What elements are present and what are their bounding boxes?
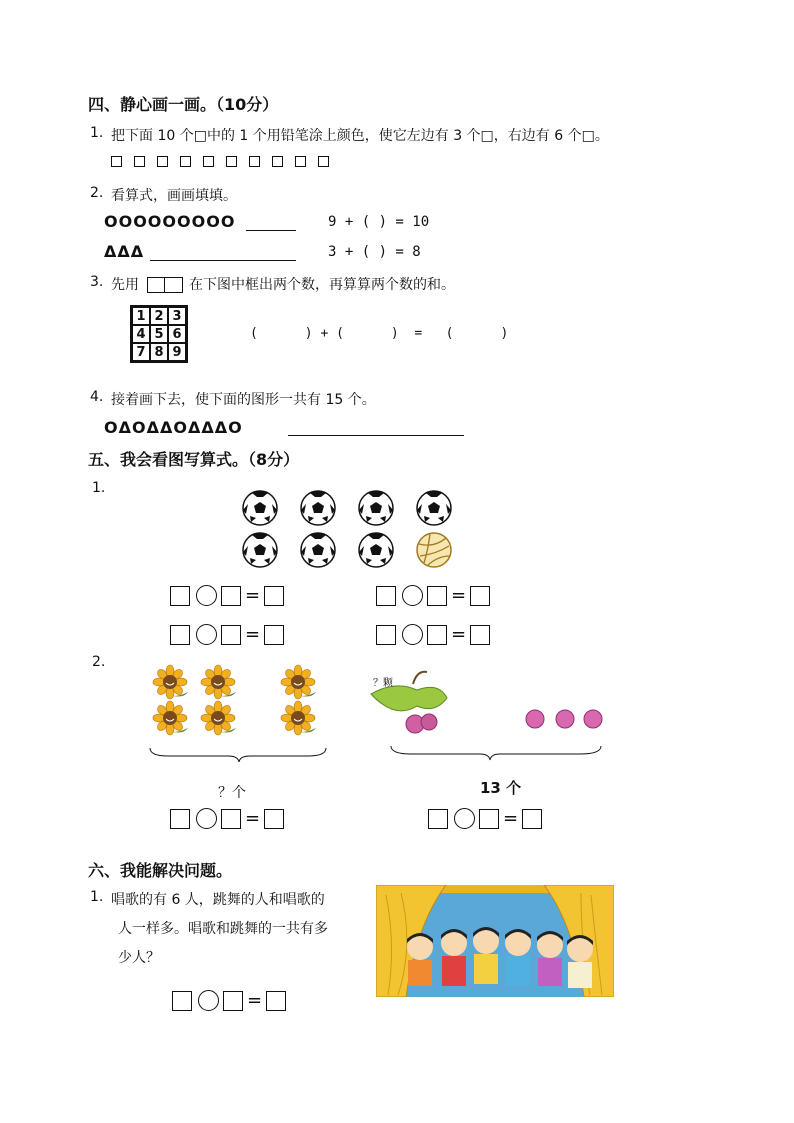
answer-line[interactable] [288,435,464,436]
q3-text-before: 先用 [111,277,139,293]
answer-line[interactable] [150,260,296,261]
box[interactable] [318,156,329,167]
equals-sign: = [247,989,263,1011]
soccer-ball-icon [359,533,393,567]
answer-box[interactable] [376,586,396,606]
answer-box[interactable] [172,991,192,1011]
right-count-label: 13 个 [480,779,522,797]
s6-q1-line3: 少人？ [118,950,160,966]
soccer-ball-icon [301,491,335,525]
answer-box[interactable] [470,625,490,645]
sunflower-icon [201,701,236,735]
sunflower-icon [153,665,188,699]
operator-circle[interactable] [196,808,217,829]
equation-template [428,808,542,829]
grid-cell[interactable]: 1 [132,307,150,325]
answer-box[interactable] [221,625,241,645]
equation-template [376,624,490,645]
grid-cell[interactable]: 8 [150,343,168,361]
operator-circle[interactable] [196,585,217,606]
s6-q1-line2: 人一样多。唱歌和跳舞的一共有多 [118,921,328,937]
answer-box[interactable] [427,625,447,645]
answer-box[interactable] [428,809,448,829]
grape-icon [584,710,602,728]
equation-template [172,990,286,1011]
operator-circle[interactable] [402,624,423,645]
balls-picture [235,486,465,572]
equation-template [376,585,490,606]
left-count-label: ？个 [218,785,246,801]
box[interactable] [272,156,283,167]
brace-icon [391,746,601,760]
operator-circle[interactable] [454,808,475,829]
soccer-ball-icon [359,491,393,525]
soccer-ball-icon [417,491,451,525]
q3-text-after: 在下图中框出两个数，再算算两个数的和。 [189,277,455,293]
box[interactable] [180,156,191,167]
equals-sign: = [451,584,467,606]
q1-number: 1. [90,125,104,141]
section-5-title: 五、我会看图写算式。（8分） [88,450,300,469]
q2-text: 看算式，画画填填。 [111,188,237,204]
sunflower-icon [281,665,316,699]
s5-q2-number: 2. [92,654,106,670]
box[interactable] [111,156,122,167]
q4-number: 4. [90,389,104,405]
grapes-picture [365,662,605,762]
answer-box[interactable] [522,809,542,829]
soccer-ball-icon [301,533,335,567]
answer-box[interactable] [264,625,284,645]
sunflower-icon [153,701,188,735]
grid-cell[interactable]: 9 [168,343,186,361]
box[interactable] [295,156,306,167]
answer-box[interactable] [170,625,190,645]
soccer-ball-icon [243,491,277,525]
child-icon [505,929,531,986]
soccer-ball-icon [243,533,277,567]
answer-box[interactable] [470,586,490,606]
answer-box[interactable] [223,991,243,1011]
operator-circle[interactable] [198,990,219,1011]
answer-box[interactable] [427,586,447,606]
grape-icon [556,710,574,728]
ten-boxes-row [111,156,329,167]
answer-box[interactable] [221,809,241,829]
box[interactable] [157,156,168,167]
triangles-row: ΔΔΔ [104,242,145,261]
operator-circle[interactable] [196,624,217,645]
equals-sign: = [503,807,519,829]
equation-template [170,808,284,829]
volleyball-icon [417,533,451,567]
grid-cell[interactable]: 4 [132,325,150,343]
answer-box[interactable] [264,586,284,606]
grid-cell[interactable]: 2 [150,307,168,325]
brace-icon [150,748,326,762]
answer-box[interactable] [266,991,286,1011]
q4-text: 接着画下去，使下面的图形一共有 15 个。 [111,392,376,408]
equation-template [170,624,284,645]
s6-q1-line1: 唱歌的有 6 人，跳舞的人和唱歌的 [111,892,325,908]
equals-sign: = [451,623,467,645]
equals-sign: = [245,807,261,829]
box[interactable] [134,156,145,167]
equals-sign: = [245,584,261,606]
child-icon [473,927,499,984]
grid-cell[interactable]: 6 [168,325,186,343]
sunflower-icon [281,701,316,735]
loose-grapes [526,710,602,728]
sunflowers-picture [148,662,330,762]
singing-children-picture [376,885,614,997]
grid-cell[interactable]: 5 [150,325,168,343]
sunflower-icon [201,665,236,699]
s5-q1-number: 1. [92,480,106,496]
grape-question-label: ？颗 [373,678,393,689]
child-icon [441,929,467,986]
pattern-row: OΔOΔΔOΔΔΔO [104,418,243,437]
answer-box[interactable] [479,809,499,829]
box[interactable] [203,156,214,167]
section-6-title: 六、我能解决问题。 [88,861,233,880]
grid-cell[interactable]: 7 [132,343,150,361]
sum-equation: ( ) + ( ) = ( ) [250,326,509,341]
circles-row: OOOOOOOOO [104,212,236,231]
equals-sign: = [245,623,261,645]
answer-box[interactable] [170,586,190,606]
section-4-title: 四、静心画一画。（10分） [88,95,279,114]
answer-line[interactable] [246,230,296,231]
equation-template [170,585,284,606]
equation-9: 9 + ( ) = 10 [328,214,430,230]
answer-box[interactable] [170,809,190,829]
q3-number: 3. [90,274,104,290]
two-cell-frame-icon [147,274,183,293]
q1-text: 把下面 10 个□中的 1 个用铅笔涂上颜色，使它左边有 3 个□，右边有 6 个□。 [111,128,609,144]
operator-circle[interactable] [402,585,423,606]
child-icon [537,931,563,986]
answer-box[interactable] [264,809,284,829]
grape-icon [526,710,544,728]
box[interactable] [226,156,237,167]
equation-3: 3 + ( ) = 8 [328,244,421,260]
answer-box[interactable] [221,586,241,606]
box[interactable] [249,156,260,167]
s6-q1-number: 1. [90,889,104,905]
q2-number: 2. [90,185,104,201]
grid-cell[interactable]: 3 [168,307,186,325]
answer-box[interactable] [376,625,396,645]
number-grid [130,305,188,363]
